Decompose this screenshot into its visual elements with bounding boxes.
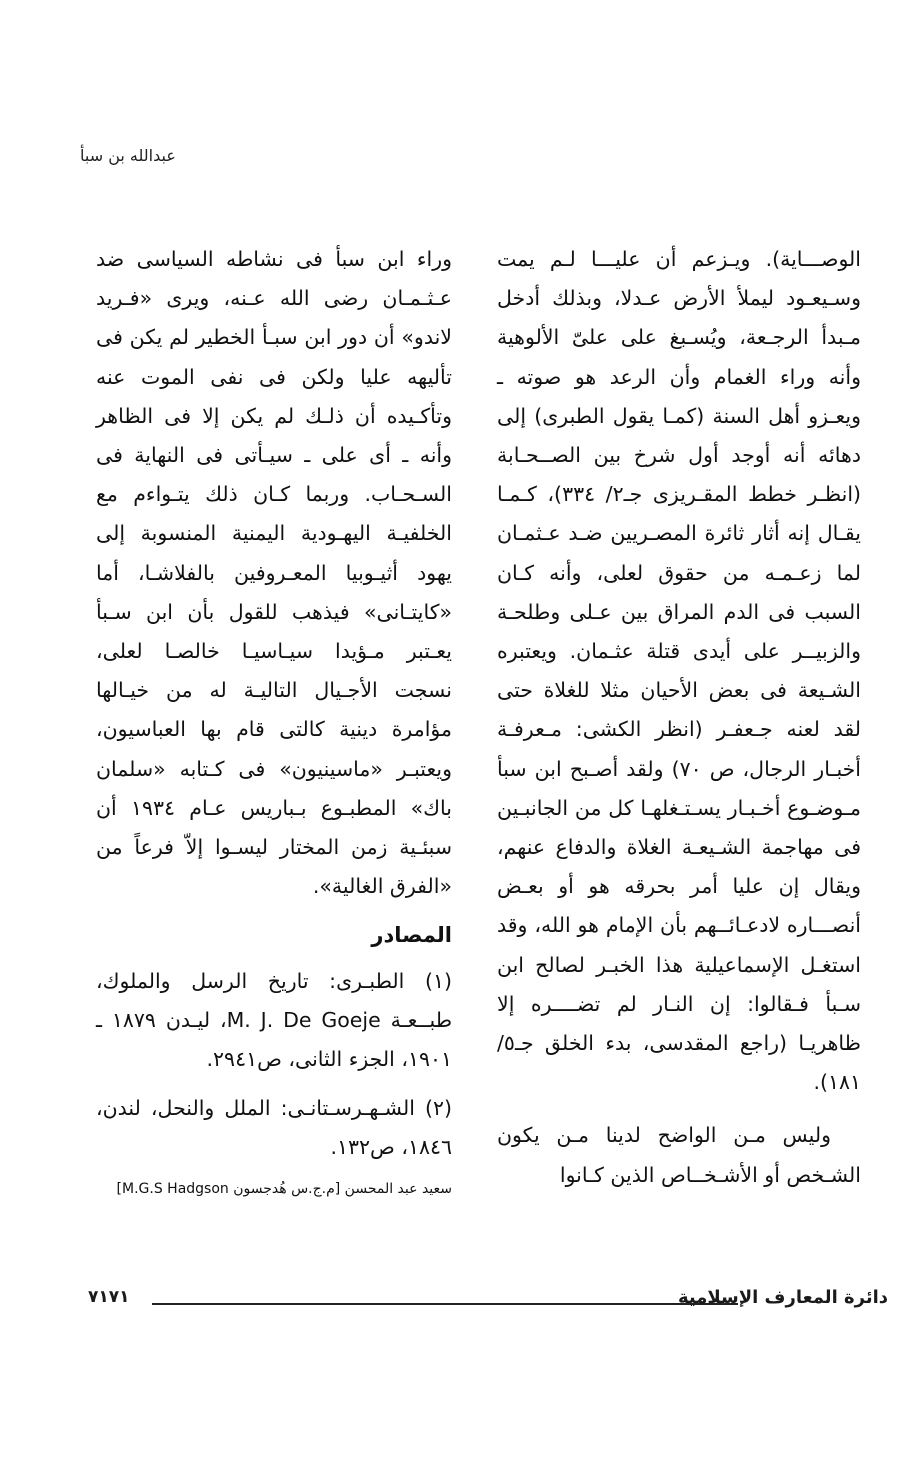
publication-title: دائرة المعارف الإسلامية xyxy=(677,1287,888,1308)
right-column-paragraph: وليس مـن الواضح لدينا مـن يكون الشـخص أو الأشـخــاص الذين كـانوا xyxy=(497,1123,861,1187)
author-credit: سعيد عبد المحسن [م.ج.س هُدجسون M.G.S Hadgson] xyxy=(116,1180,452,1197)
page-footer xyxy=(88,1287,888,1317)
source-entry: (١) الطبـرى: تاريخ الرسل والملوك، طبــعـة M. J. De Goeje، ليـدن ١٨٧٩ ـ ١٩٠١، الجزء الثانى، ص٢٩٤١. xyxy=(96,968,453,1072)
right-column xyxy=(497,240,861,1195)
left-column-paragraph: وراء ابن سبأ فى نشاطه السياسى ضد عـثـمـان رضى الله عـنه، ويرى «فـريد لاندو» أن دور ابن سبـأ الخطير لم يكن فى تأليهه عليا ولكن فى نفى الموت عنه وتأكـيده أن ذلـك لم يكن إلا فى الظاهر وأنه ـ أى على ـ سيـأتى فى النهاية فى السـحـاب. وربما كـان ذلك يتـواءم مع الخلفيـة اليهـودية اليمنية المنسوبة إلى يهود أثيـوبيا المعـروفين بالفلاشـا، أما «كايتـانى» فيذهب للقول بأن ابن سـبأ يعـتبر مـؤيدا سيـاسيـا خالصـا لعلى، نسجت الأجـيال التاليـة له من خيـالها مؤامرة دينية كالتى قام بها العباسيون، ويعتبـر «ماسينيون» فى كـتابه «سلمان باك» المطبـوع بـباريس عـام ١٩٣٤ أن سبئـية زمن المختار ليسـوا إلاّ فرعاً من «الفرق الغالية». xyxy=(96,247,452,899)
source-entry: (٢) الشـهـرسـتانـى: الملل والنحل، لندن، ١٨٤٦، ص١٣٢. xyxy=(96,1096,452,1160)
sources-heading: المصادر xyxy=(371,923,452,948)
right-column-paragraph: الوصـــاية). ويـزعم أن عليـــا لـم يمت وسـيعـود ليملأ الأرض عـدلا، وبذلك أدخل مـبدأ الرجـعة، ويُسـبغ على علىّ الألوهية وأنه وراء الغمام وأن الرعد هو صوته ـ ويعـزو أهل السنة (كمـا يقول الطبرى) إلى دهائه أنه أوجد أول شرخ بين الصــحـابة (انظـر خطط المقـريزى جـ٢/ ٣٣٤)، كـمـا يقـال إنه أثار ثائرة المصـريين ضـد عـثمـان لما زعـمـه من حقوق لعلى، وأنه كـان السبب فى الدم المراق بين عـلى وطلحـة والزبيــر على أيدى قتلة عثـمان. ويعتبره الشـيعة فى بعض الأحيان مثلا للغلاة حتى لقد لعنه جـعفـر (انظر الكشى: مـعرفـة أخبـار الرجال، ص ٧٠) ولقد أصـبح ابن سبأ مـوضـوع أخـبـار يسـتـغلهـا كل من الجانبـين فى مهاجمة الشـيعـة الغلاة والدفاع عنهم، ويقال إن عليا أمر بحرقه هو أو بعـض أنصـــاره لادعـائــهم بأن الإمام هو الله، وقد استغـل الإسماعيلية هذا الخبـر لصالح ابن سـبأ فـقالوا: إن النـار لم تضــــره إلا ظاهريـا (راجع المقدسى، بدء الخلق جـ٥/ ١٨١). xyxy=(497,247,862,1095)
running-head: عبدالله بن سبأ xyxy=(80,146,176,165)
left-column xyxy=(96,240,452,1200)
footer-divider xyxy=(152,1303,738,1305)
page-number: ٧١٧١ xyxy=(88,1287,130,1307)
